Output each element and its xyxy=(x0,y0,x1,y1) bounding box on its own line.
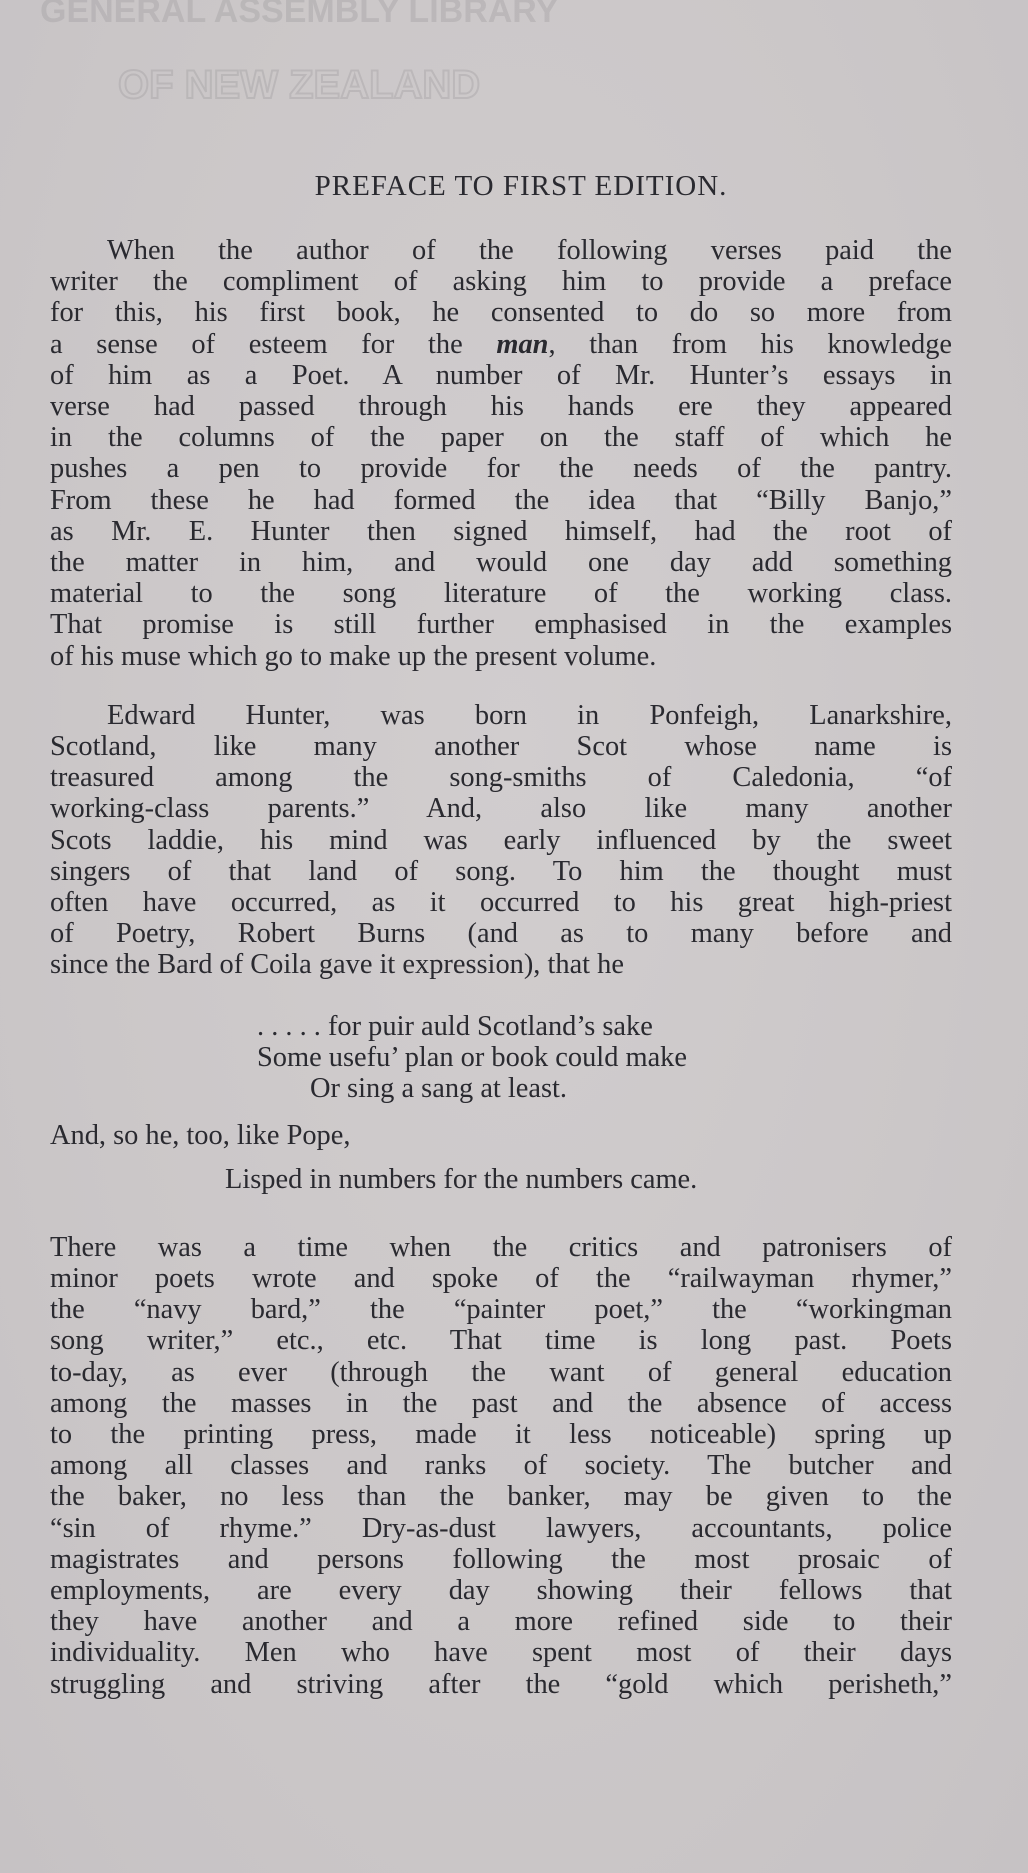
watermark-line-1: GENERAL ASSEMBLY LIBRARY xyxy=(40,0,559,30)
paragraph-2 xyxy=(50,700,952,981)
text-line: That promise is still further emphasised in the examples xyxy=(50,609,952,641)
text-line: From these he had formed the idea that “Billy Banjo,” xyxy=(50,484,952,516)
text-line: among the masses in the past and the absence of access xyxy=(50,1387,952,1419)
library-stamp-watermark xyxy=(0,0,560,110)
verse-quotation xyxy=(50,1011,952,1105)
verse-line: Or sing a sang at least. xyxy=(310,1073,568,1105)
paragraph-3 xyxy=(50,1232,952,1700)
text-line: pushes a pen to provide for the needs of the pantry. xyxy=(50,453,952,485)
text-line: to-day, as ever (through the want of general education xyxy=(50,1356,952,1388)
text-line: writer the compliment of asking him to provide a preface xyxy=(50,266,952,298)
text-line: among all classes and ranks of society. The butcher and xyxy=(50,1450,952,1482)
text-line: to the printing press, made it less noticeable) spring up xyxy=(50,1418,952,1450)
text-line: since the Bard of Coila gave it expression), that he xyxy=(50,949,624,981)
text-line: they have another and a more refined side to their xyxy=(50,1606,952,1638)
text-line: treasured among the song-smiths of Caledonia, “of xyxy=(50,762,952,794)
verse-line: Some usefu’ plan or book could make xyxy=(257,1041,687,1073)
text-line: as Mr. E. Hunter then signed himself, had the root of xyxy=(50,515,952,547)
text-line: And, so he, too, like Pope, xyxy=(50,1120,351,1152)
text-line: employments, are every day showing their fellows that xyxy=(50,1574,952,1606)
text-line: the “navy bard,” the “painter poet,” the “workingman xyxy=(50,1294,952,1326)
text-line: in the columns of the paper on the staff of which he xyxy=(50,422,952,454)
text-line: of him as a Poet. A number of Mr. Hunter’s essays in xyxy=(50,359,952,391)
text-line: Scotland, like many another Scot whose name is xyxy=(50,731,952,763)
text-line: There was a time when the critics and patronisers of xyxy=(50,1231,952,1263)
text-line: singers of that land of song. To him the thought must xyxy=(50,855,952,887)
text-line: individuality. Men who have spent most of their days xyxy=(50,1637,952,1669)
text-line: of Poetry, Robert Burns (and as to many before and xyxy=(50,918,952,950)
text-line: magistrates and persons following the most prosaic of xyxy=(50,1543,952,1575)
text-line: minor poets wrote and spoke of the “railwayman rhymer,” xyxy=(50,1262,952,1294)
text-line: often have occurred, as it occurred to his great high-priest xyxy=(50,887,952,919)
text-line: material to the song literature of the working class. xyxy=(50,578,952,610)
text-line: Scots laddie, his mind was early influenced by the sweet xyxy=(50,824,952,856)
text-line: the matter in him, and would one day add something xyxy=(50,547,952,579)
text-line: “sin of rhyme.” Dry-as-dust lawyers, accountants, police xyxy=(50,1512,952,1544)
text-line: When the author of the following verses paid the xyxy=(107,235,952,266)
pope-quotation xyxy=(50,1120,952,1195)
text-line: of his muse which go to make up the present volume. xyxy=(50,640,657,672)
page-title: PREFACE TO FIRST EDITION. xyxy=(314,170,728,202)
text-line: a sense of esteem for the man, than from his knowledge xyxy=(50,328,952,360)
text-line: the baker, no less than the banker, may be given to the xyxy=(50,1481,952,1513)
text-line: verse had passed through his hands ere they appeared xyxy=(50,391,952,423)
text-line: Edward Hunter, was born in Ponfeigh, Lanarkshire, xyxy=(107,699,952,731)
text-line: struggling and striving after the “gold which perisheth,” xyxy=(50,1668,952,1700)
verse-line: Lisped in numbers for the numbers came. xyxy=(225,1164,698,1196)
text-line: song writer,” etc., etc. That time is long past. Poets xyxy=(50,1325,952,1357)
text-line: working-class parents.” And, also like many another xyxy=(50,793,952,825)
verse-line: . . . . . for puir auld Scotland’s sake xyxy=(257,1010,653,1042)
paragraph-1 xyxy=(50,235,952,672)
document-body xyxy=(50,170,952,1700)
text-line: for this, his first book, he consented to do so more from xyxy=(50,297,952,329)
emphasis-man: man xyxy=(496,328,549,360)
watermark-line-2: OF NEW ZEALAND xyxy=(118,63,481,107)
